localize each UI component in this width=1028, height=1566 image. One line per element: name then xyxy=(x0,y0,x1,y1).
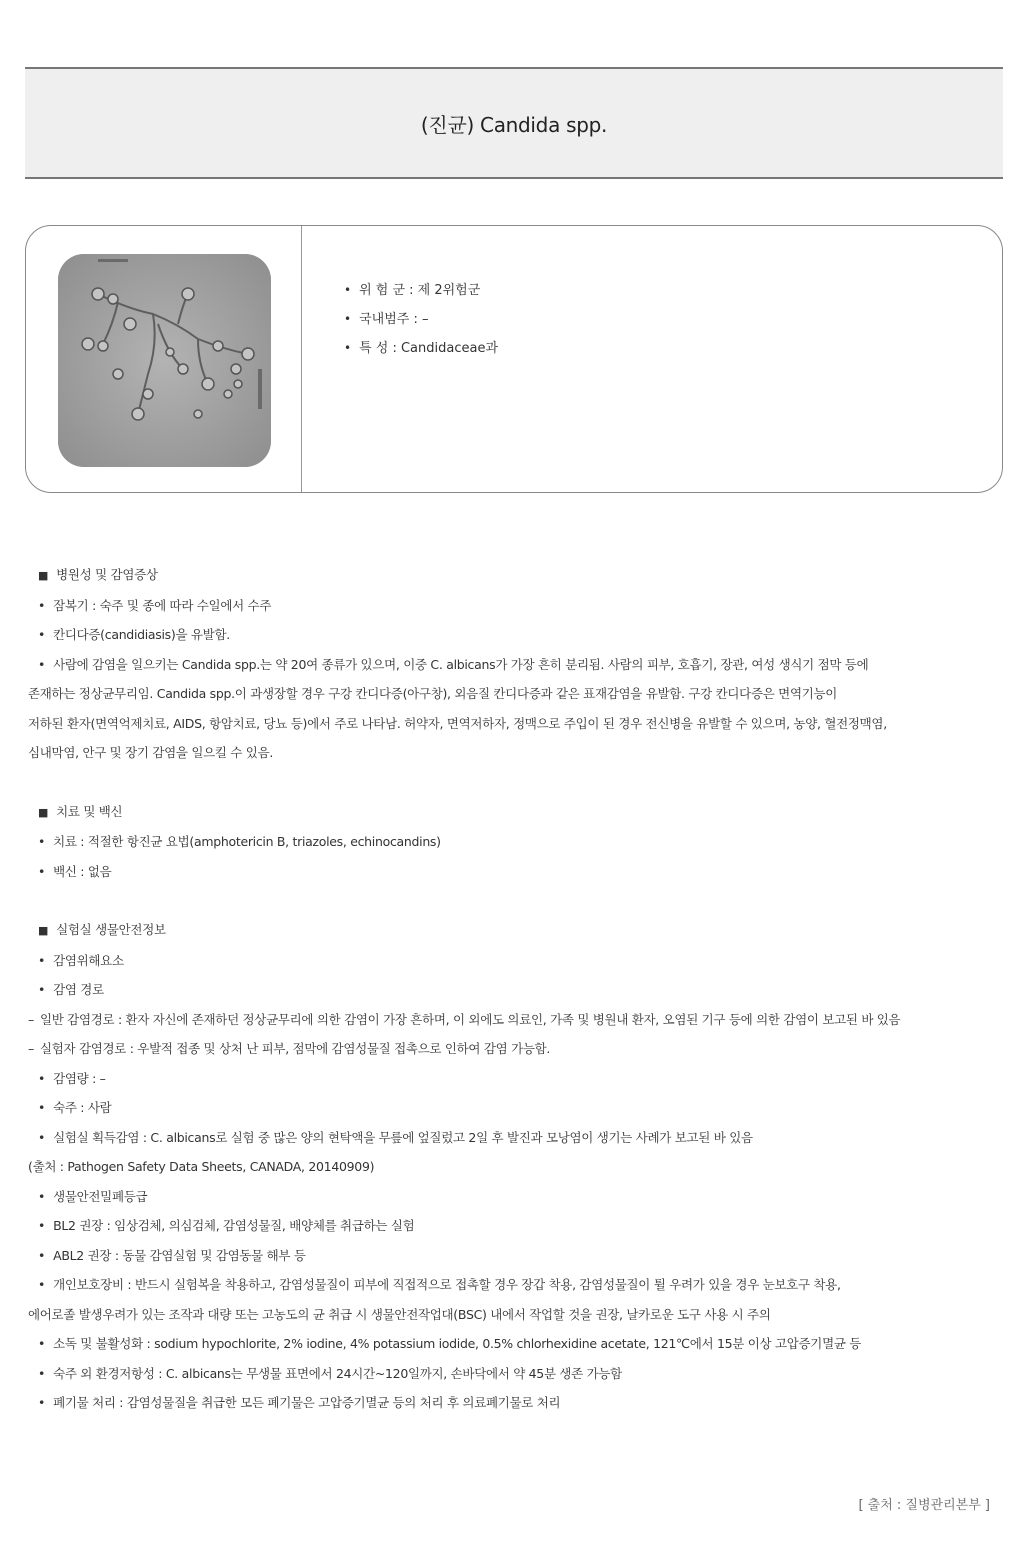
domestic-category: • 국내범주 : – xyxy=(344,305,498,334)
text-line: – 일반 감염경로 : 환자 자신에 존재하던 정상균무리에 의한 감염이 가장 흔하며, 이 외에도 의료인, 가족 및 병원내 환자, 오염된 기구 등에 의한 감염이 보고된 바 있음 xyxy=(28,1005,1028,1035)
text-line: • BL2 권장 : 임상검체, 의심검체, 감염성물질, 배양체를 취급하는 실험 xyxy=(38,1211,1028,1241)
title-band xyxy=(25,67,1003,179)
section-heading: ■ 실험실 생물안전정보 xyxy=(38,915,1028,946)
text-line: • ABL2 권장 : 동물 감염실험 및 감염동물 해부 등 xyxy=(38,1241,1028,1271)
text-line: – 실험자 감염경로 : 우발적 접종 및 상처 난 피부, 점막에 감염성물질 접촉으로 인하여 감염 가능함. xyxy=(28,1034,1028,1064)
text-line: • 감염 경로 xyxy=(38,975,1028,1005)
text-line: • 숙주 외 환경저항성 : C. albicans는 무생물 표면에서 24시간~120일까지, 손바닥에서 약 45분 생존 가능함 xyxy=(38,1359,1028,1389)
photo-cell xyxy=(26,226,302,492)
footer-source: [ 출처 : 질병관리본부 ] xyxy=(858,1498,990,1513)
text-line: • 잠복기 : 숙주 및 종에 따라 수일에서 수주 xyxy=(38,591,1028,621)
section-heading: ■ 병원성 및 감염증상 xyxy=(38,560,1028,591)
text-line: • 생물안전밀폐등급 xyxy=(38,1182,1028,1212)
page-title: (진균) Candida spp. xyxy=(420,112,608,137)
text-line: • 개인보호장비 : 반드시 실험복을 착용하고, 감염성물질이 피부에 직접적으로 접촉할 경우 장갑 착용, 감염성물질이 튈 우려가 있을 경우 눈보호구 착용, xyxy=(38,1270,1028,1300)
section-heading: ■ 치료 및 백신 xyxy=(38,797,1028,828)
text-line: • 감염위해요소 xyxy=(38,946,1028,976)
text-line: • 사람에 감염을 일으키는 Candida spp.는 약 20여 종류가 있으며, 이중 C. albicans가 가장 흔히 분리됨. 사람의 피부, 호흡기, 장관, 여성 생식기 점막 등에 xyxy=(38,650,1028,680)
text-line: 에어로졸 발생우려가 있는 조작과 대량 또는 고농도의 균 취급 시 생물안전작업대(BSC) 내에서 작업할 것을 권장, 날카로운 도구 사용 시 주의 xyxy=(28,1306,771,1322)
micrograph-image xyxy=(58,254,271,467)
content xyxy=(28,560,1028,1447)
text-line: (출처 : Pathogen Safety Data Sheets, CANADA, 20140909) xyxy=(28,1159,375,1174)
text-line: • 치료 : 적절한 항진균 요법(amphotericin B, triazoles, echinocandins) xyxy=(38,827,1028,857)
section-biosafety xyxy=(28,915,1028,1418)
text-line: • 실험실 획득감염 : C. albicans로 실험 중 많은 양의 현탁액을 무릎에 엎질렀고 2일 후 발진과 모낭염이 생기는 사례가 보고된 바 있음 xyxy=(38,1123,1028,1153)
risk-group: • 위 험 군 : 제 2위험군 xyxy=(344,276,498,305)
section-treatment xyxy=(38,797,1028,887)
characteristics: • 특 성 : Candidaceae과 xyxy=(344,334,498,363)
text-line: 심내막염, 안구 및 장기 감염을 일으킬 수 있음. xyxy=(28,745,274,760)
text-line: • 소독 및 불활성화 : sodium hypochlorite, 2% iodine, 4% potassium iodide, 0.5% chlorhexidine acetate, 121℃에서 15분 이상 고압증기멸균 등 xyxy=(38,1329,1028,1359)
info-box xyxy=(25,225,1003,493)
info-list xyxy=(344,276,498,363)
section-pathogenicity xyxy=(28,560,1028,768)
text-line: • 감염량 : – xyxy=(38,1064,1028,1094)
text-line: 존재하는 정상균무리임. Candida spp.이 과생장할 경우 구강 칸디다증(아구창), 외음질 칸디다증과 같은 표재감염을 유발함. 구강 칸디다증은 면역기능이 xyxy=(28,686,838,701)
text-line: • 백신 : 없음 xyxy=(38,857,1028,887)
text-line: • 칸디다증(candidiasis)을 유발함. xyxy=(38,620,1028,650)
text-line: • 숙주 : 사람 xyxy=(38,1093,1028,1123)
text-line: 저하된 환자(면역억제치료, AIDS, 항암치료, 당뇨 등)에서 주로 나타남. 허약자, 면역저하자, 정맥으로 주입이 된 경우 전신병을 유발할 수 있으며, 농양, 혈전정맥염, xyxy=(28,715,887,731)
text-line: • 폐기물 처리 : 감염성물질을 취급한 모든 폐기물은 고압증기멸균 등의 처리 후 의료폐기물로 처리 xyxy=(38,1388,1028,1418)
